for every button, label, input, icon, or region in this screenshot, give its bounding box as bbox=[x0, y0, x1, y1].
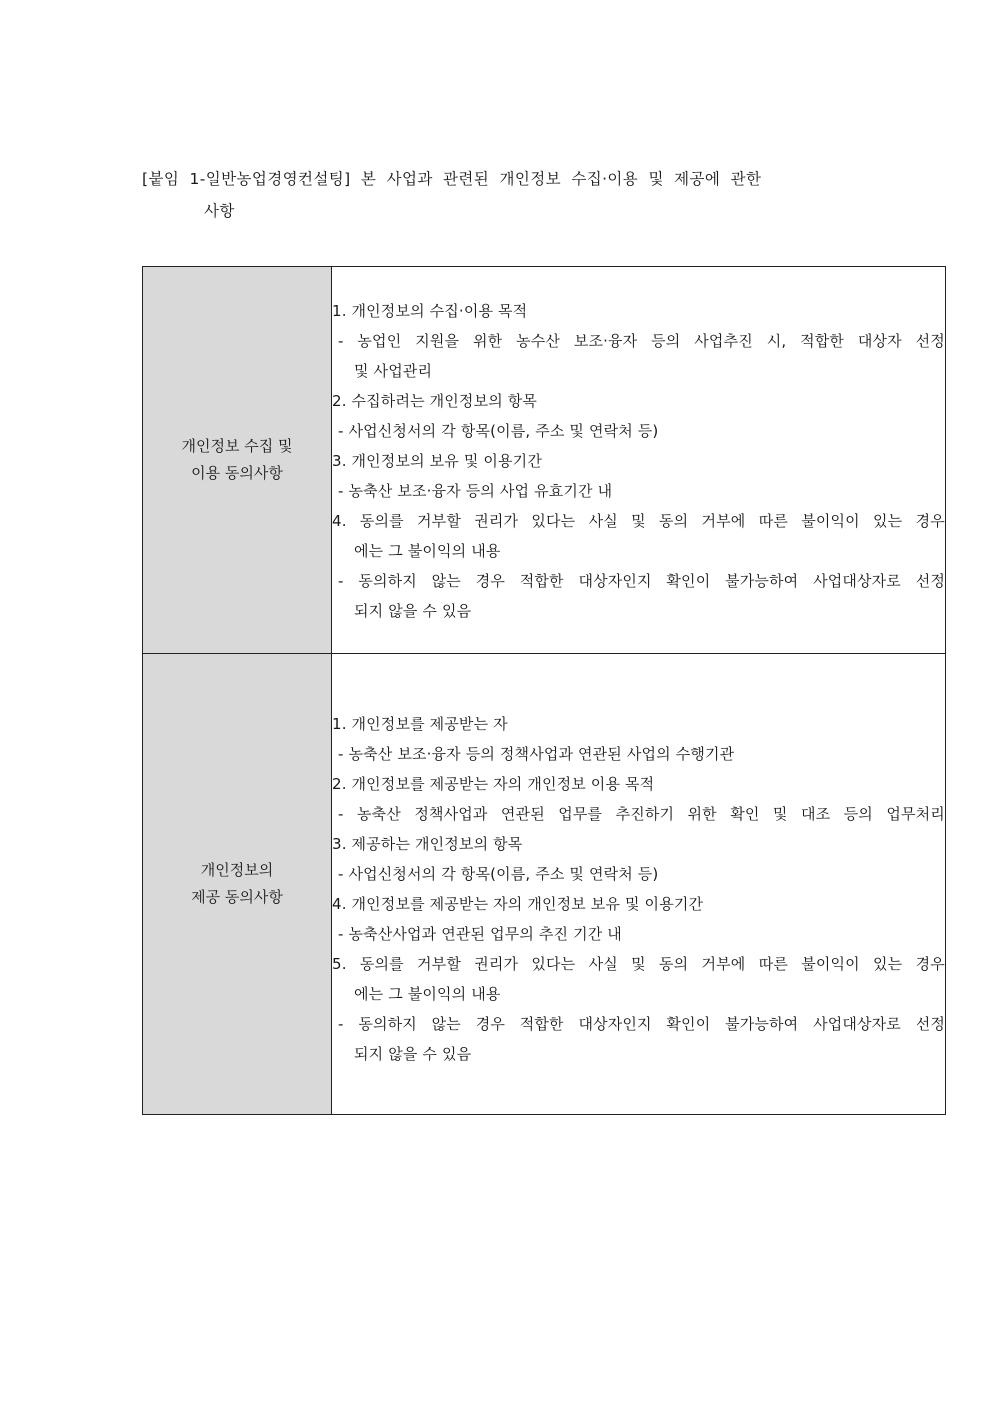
consent-table bbox=[142, 266, 946, 1115]
list-item: 2. 수집하려는 개인정보의 항목 bbox=[332, 392, 538, 410]
list-item: 3. 제공하는 개인정보의 항목 bbox=[332, 835, 523, 853]
document-title bbox=[142, 163, 902, 227]
list-item: 5. 동의를 거부할 권리가 있다는 사실 및 동의 거부에 따른 불이익이 있는 경우 bbox=[332, 955, 945, 973]
label-line: 개인정보의 bbox=[200, 861, 274, 879]
list-item: 1. 개인정보를 제공받는 자 bbox=[332, 715, 508, 733]
collection-consent-row bbox=[143, 267, 946, 654]
list-item: - 농축산 보조·융자 등의 사업 유효기간 내 bbox=[338, 482, 613, 500]
list-item: 에는 그 불이익의 내용 bbox=[354, 542, 501, 560]
list-item: - 동의하지 않는 경우 적합한 대상자인지 확인이 불가능하여 사업대상자로 선정 bbox=[338, 1015, 945, 1033]
list-item: - 사업신청서의 각 항목(이름, 주소 및 연락처 등) bbox=[338, 422, 659, 440]
list-item: - 사업신청서의 각 항목(이름, 주소 및 연락처 등) bbox=[338, 865, 659, 883]
list-item: - 농축산 정책사업과 연관된 업무를 추진하기 위한 확인 및 대조 등의 업무처리 bbox=[338, 805, 945, 823]
list-item: 3. 개인정보의 보유 및 이용기간 bbox=[332, 452, 542, 470]
list-item: 2. 개인정보를 제공받는 자의 개인정보 이용 목적 bbox=[332, 775, 655, 793]
list-item: - 동의하지 않는 경우 적합한 대상자인지 확인이 불가능하여 사업대상자로 선정 bbox=[338, 572, 945, 590]
list-item: 되지 않을 수 있음 bbox=[354, 1045, 472, 1063]
collection-consent-content bbox=[332, 267, 946, 654]
list-item: - 농축산사업과 연관된 업무의 추진 기간 내 bbox=[338, 925, 622, 943]
label-line: 제공 동의사항 bbox=[191, 888, 283, 906]
list-item: 1. 개인정보의 수집·이용 목적 bbox=[332, 302, 528, 320]
list-item: 되지 않을 수 있음 bbox=[354, 602, 472, 620]
list-item: 4. 개인정보를 제공받는 자의 개인정보 보유 및 이용기간 bbox=[332, 895, 704, 913]
provision-consent-row bbox=[143, 654, 946, 1115]
label-line: 이용 동의사항 bbox=[191, 464, 283, 482]
list-item: 4. 동의를 거부할 권리가 있다는 사실 및 동의 거부에 따른 불이익이 있는 경우 bbox=[332, 512, 945, 530]
provision-consent-label bbox=[143, 654, 332, 1115]
collection-consent-label bbox=[143, 267, 332, 654]
list-item: - 농축산 보조·융자 등의 정책사업과 연관된 사업의 수행기관 bbox=[338, 745, 735, 763]
title-line-2: 사항 bbox=[204, 202, 235, 220]
list-item: - 농업인 지원을 위한 농수산 보조·융자 등의 사업추진 시, 적합한 대상자 선정 bbox=[338, 332, 945, 350]
list-item: 및 사업관리 bbox=[354, 362, 433, 380]
provision-consent-content bbox=[332, 654, 946, 1115]
list-item: 에는 그 불이익의 내용 bbox=[354, 985, 501, 1003]
title-line-1: [붙임 1-일반농업경영컨설팅] 본 사업과 관련된 개인정보 수집·이용 및 제공에 관한 bbox=[142, 170, 762, 188]
label-line: 개인정보 수집 및 bbox=[181, 437, 293, 455]
